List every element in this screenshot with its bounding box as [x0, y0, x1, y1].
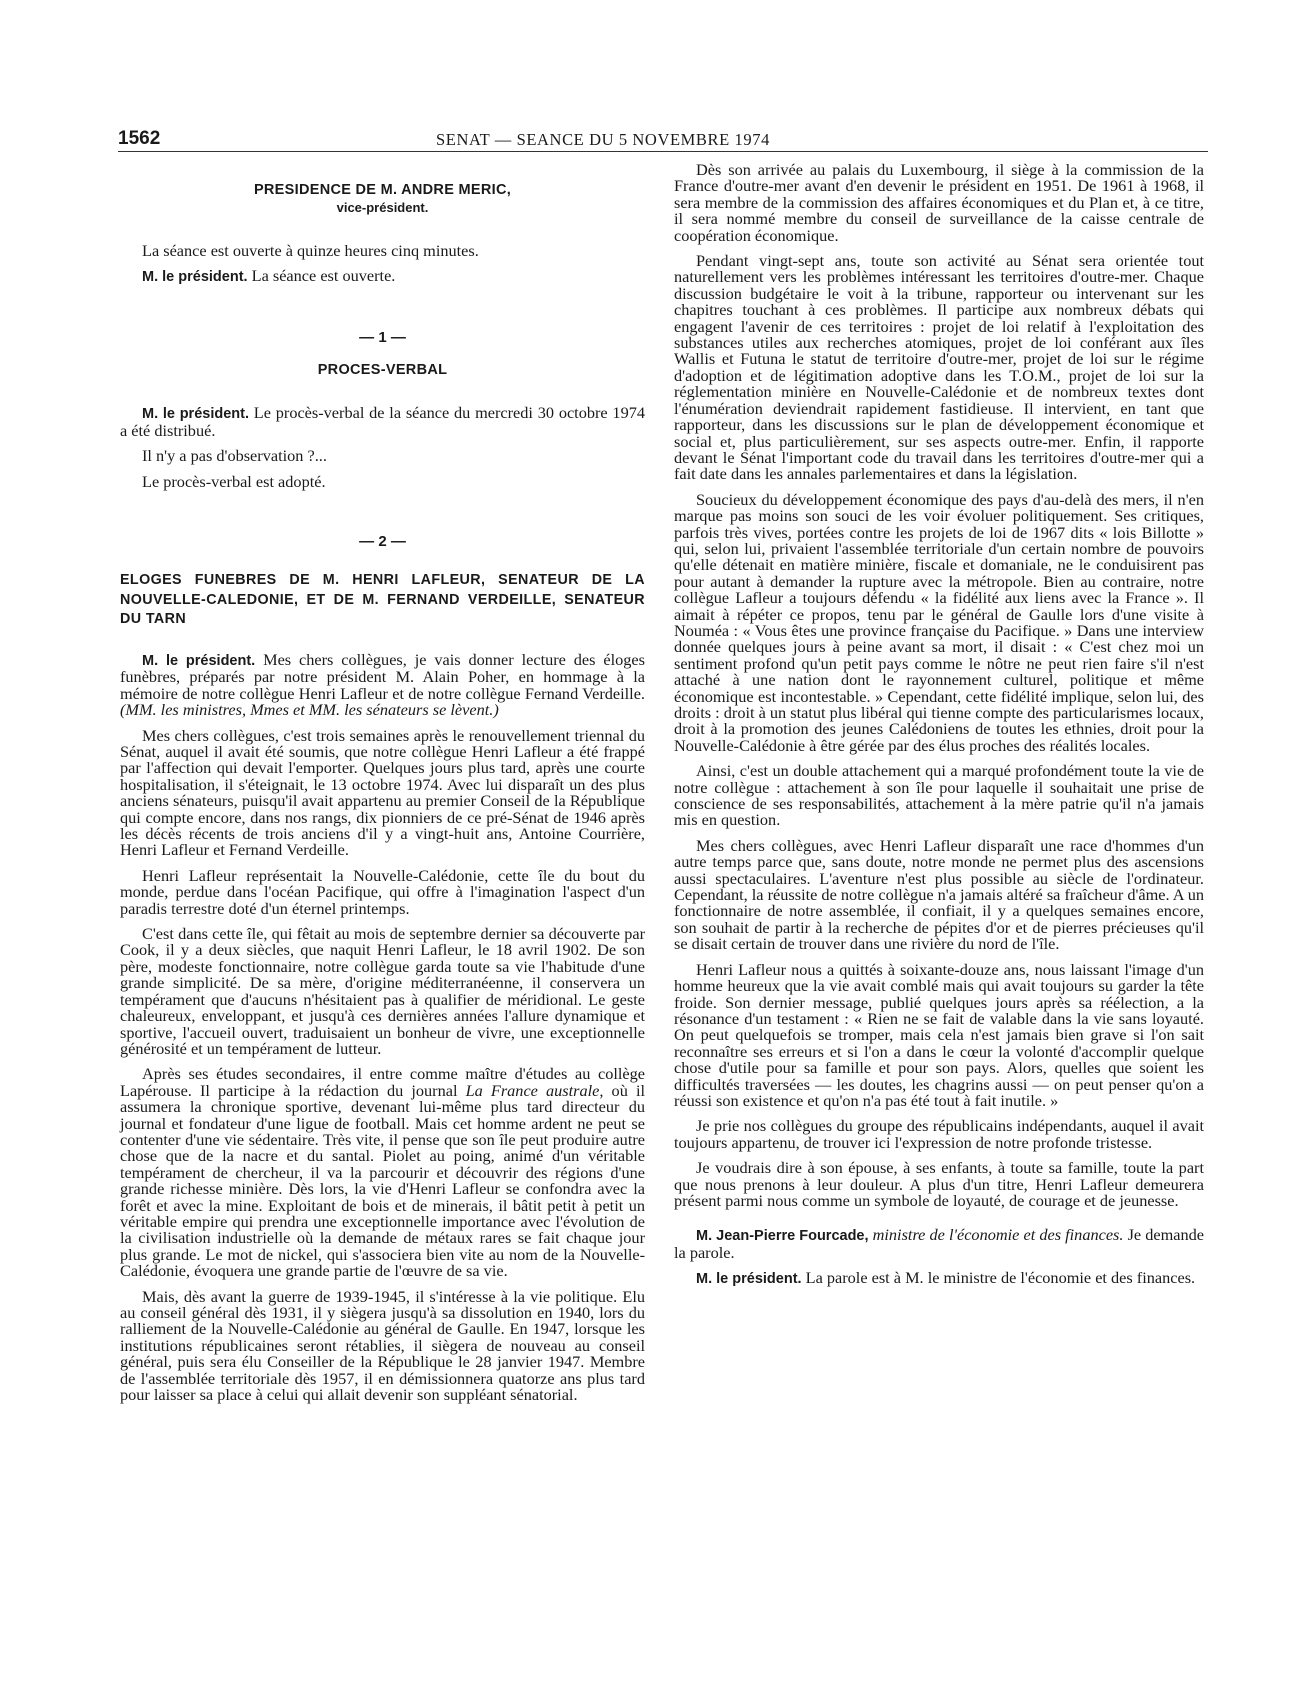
section-number-1: — 1 — [359, 328, 406, 346]
paragraph-l5: Mais, dès avant la guerre de 1939-1945, il s'intéresse à la vie politique. Elu au conseil général dès 1931, il y siègera jusqu'à sa dissolution en 1940, lors du ralliement de la Nouvelle-Calédonie au général de Gaulle. En 1947, lorsque les institutions républicaines seront rétablies, il siègera de nouveau au conseil général, puis sera élu Conseiller de la République le 28 janvier 1947. Membre de l'assemblée territoriale dès 1957, il en démissionnera quatorze ans plus tard pour laisser sa place à celui qui allait devenir son suppléant sénatorial. [120, 1286, 645, 1405]
speaker: M. le président. [142, 269, 248, 286]
page-number: 1562 [118, 128, 161, 149]
left-column [120, 162, 645, 1412]
paragraph-president-ouverte [120, 268, 645, 285]
running-title: SENAT — SEANCE DU 5 NOVEMBRE 1974 [436, 130, 770, 149]
paragraph-pv [120, 405, 645, 439]
section-number-2: — 2 — [359, 533, 406, 551]
paragraph-l1: Mes chers collègues, c'est trois semaines après le renouvellement triennal du Sénat, auquel il avait été soumis, que notre collègue Henri Lafleur a été frappé par l'affection qui devait l'emporter. Quelques jours plus tard, après une courte hospitalisation, il s'éteignait, le 13 octobre 1974. Avec lui disparaît un des plus anciens sénateurs, puisqu'il avait appartenu au premier Conseil de la République qui compte encore, dans nos rangs, dix pionniers de ce pré-Sénat de 1946 après les décès récents de trois anciens d'il y a vingt-huit ans, Antoine Courrière, Henri Lafleur et Fernand Verdeille. [120, 725, 645, 860]
paragraph-l4 [120, 1066, 645, 1279]
speaker: M. le président. [142, 406, 249, 423]
paragraph-r3: Soucieux du développement économique des pays d'au-delà des mers, il n'en marque pas moins son souci de les voir évoluer politiquement. Ses critiques, parfois très vives, portées contre les projets de loi de 1967 dits « lois Billotte » qui, selon lui, privaient l'assemblée territoriale d'un certain nombre de pouvoirs qu'elle détenait en matière minière, fiscale et domaniale, ne le conduisirent pas pour autant à demander la rupture avec la métropole. Bien au contraire, notre collègue Lafleur a toujours défendu « la fidélité aux liens avec la France ». Il aimait à répéter ce propos, tenu par le général de Gaulle lors d'une visite à Nouméa : « Vous êtes une province française du Pacifique. » Dans une interview donnée quelques jours à peine avant sa mort, il disait : « C'est chez moi un sentiment profond qu'un petit pays comme le nôtre ne peut rien faire s'il n'est attaché à une nation dont le rayonnement culturel, politique et même économique est incontestable. » Cependant, cette fidélité implique, selon lui, des droits : droit à un statut plus libéral qui tienne compte des particularismes locaux, droit à la promotion des jeunes Calédoniens de toutes les ethnies, droit pour la Nouvelle-Calédonie à être gérée par des élus proches des réalités locales. [674, 489, 1204, 755]
paragraph-fourcade [674, 1227, 1204, 1261]
paragraph-adopte: Le procès-verbal est adopté. [142, 471, 326, 491]
speech-text: La séance est ouverte. [247, 266, 396, 286]
paragraph-ouverture: La séance est ouverte à quinze heures cinq minutes. [142, 240, 479, 260]
paragraph-r1: Dès son arrivée au palais du Luxembourg, il siège à la commission de la France d'outre-mer avant d'en devenir le président en 1951. De 1961 à 1968, il sera membre de la commission des affaires économiques et du Plan et, à ce titre, il sera nommé membre du conseil de surveillance de la caisse centrale de coopération économique. [674, 160, 1204, 245]
speech-text: Le procès-verbal de la séance du mercredi 30 octobre 1974 a été distribué. [120, 403, 645, 440]
text-run: où il assumera la chronique sportive, devenant lui-même plus tard directeur du journal et fondateur d'une ligue de football. Mais cet homme ardent ne peut se contenter d'une vie sédentaire. Très vite, il pense que son île peut produire autre chose que de la nacre et du santal. Piolet au poing, animé d'un véritable tempérament de chercheur, il va la parcourir et découvrir des régions d'une grande richesse minière. Dès lors, la vie d'Henri Lafleur se confondra avec la forêt et avec la mine. Exploitant de bois et de minerais, il bâtit petit à petit un véritable empire qui prendra une exceptionnelle importance avec l'évolution de la civilisation industrielle où la demande de métaux rares se fait chaque jour plus grande. Le mot de nickel, qui s'associera bien vite au nom de la Nouvelle-Calédonie, évoquera une grande partie de l'œuvre de sa vie. [120, 1080, 645, 1281]
presidence-title: PRESIDENCE DE M. ANDRE MERIC, [253, 182, 512, 198]
paragraph-l3: C'est dans cette île, qui fêtait au mois de septembre dernier sa découverte par Cook, il y a deux siècles, que naquit Henri Lafleur, le 18 avril 1902. De son père, modeste fonctionnaire, notre collègue garda toute sa vie l'habitude d'une grande simplicité. De sa mère, d'origine méditerranéenne, il conservera un tempérament que d'aucuns n'hésitaient pas à qualifier de méridional. Le geste chaleureux, enveloppant, et jusqu'à ces dernières années l'allure dynamique et sportive, l'accueil ouvert, traduisaient un bonheur de vivre, une exceptionnelle générosité et un tempérament de lutteur. [120, 924, 645, 1058]
speech-text: Je demande la parole. [674, 1225, 1205, 1262]
paragraph-r6: Henri Lafleur nous a quittés à soixante-douze ans, nous laissant l'image d'un homme heureux que la vie avait comblé mais qui avait toujours su garder la tête froide. Son dernier message, publié quelques jours après sa réélection, a la résonance d'un testament : « Rien ne se fait de valable dans la vie sans loyauté. On peut quelquefois se tromper, mais cela n'est jamais bien grave si l'on sait reconnaître ses erreurs et si l'on a dans le cœur la volonté d'accomplir quelque chose d'utile pour sa famille et pour son pays. Alors, quelles que soient les difficultés traversées — les doutes, les chagrins aussi — on peut penser qu'on a réussi son existence et qu'on n'a pas été tout à fait inutile. » [674, 959, 1204, 1110]
stage-direction: (MM. les ministres, Mmes et MM. les sénateurs se lèvent.) [120, 700, 499, 720]
speaker: M. le président. [696, 1271, 802, 1288]
text-run: Après ses études secondaires, il entre comme maître d'études au collège Lapérouse. Il participe à la rédaction du journal [120, 1064, 645, 1100]
paragraph-r7: Je prie nos collègues du groupe des républicains indépendants, auquel il avait toujours appartenu, de trouver ici l'expression de notre profonde tristesse. [674, 1116, 1204, 1152]
journal-title: La France australe, [465, 1080, 604, 1100]
paragraph-eloges-intro [120, 649, 645, 720]
header-rule [118, 151, 1208, 152]
speaker-title: ministre de l'économie et des finances. [868, 1225, 1124, 1245]
speaker: M. le président. [142, 652, 256, 669]
section-title-eloges: ELOGES FUNEBRES DE M. HENRI LAFLEUR, SENATEUR DE LA NOUVELLE-CALEDONIE, ET DE M. FERNAND VERDEILLE, SENATEUR DU TARN [120, 572, 645, 628]
presidence-subtitle: vice-président. [336, 200, 429, 216]
paragraph-r2: Pendant vingt-sept ans, toute son activité au Sénat sera orientée tout naturellement vers les problèmes intéressant les territoires d'outre-mer. Chaque discussion budgétaire le voit à la tribune, rapporteur ou intervenant sur les chapitres touchant à ces problèmes. Il participe aux nombreux débats qui engagent l'avenir de ces territoires : projet de loi relatif à l'exploitation des substances utiles aux recherches atomiques, projet de loi conférant aux îles Wallis et Futuna le statut de territoire d'outre-mer, projet de loi sur le régime d'adoption et de légitimation adoptive dans les T.O.M., projet de loi sur la réglementation minière en Nouvelle-Calédonie et de nombreux textes dont l'énumération deviendrait rapidement fastidieuse. Il intervient, en tant que rapporteur, dans les discussions sur le plan de développement économique et social et, plus particulièrement, sur ses aspects outre-mer. Enfin, il rapporte devant le Sénat l'important code du travail dans les territoires d'outre-mer qui a fait date dans les annales parlementaires et dans la législation. [674, 251, 1204, 484]
page-header [118, 128, 1208, 152]
paragraph-l2: Henri Lafleur représentait la Nouvelle-Calédonie, cette île du bout du monde, perdue dans l'océan Pacifique, qui offre à l'imagination l'aspect d'un paradis terrestre doté d'un éternel printemps. [120, 865, 645, 918]
speech-text: Mes chers collègues, je vais donner lecture des éloges funèbres, préparés par notre président M. Alain Poher, en hommage à la mémoire de notre collègue Henri Lafleur et de notre collègue Fernand Verdeille. [120, 649, 645, 703]
paragraph-observation: Il n'y a pas d'observation ?... [142, 446, 327, 466]
paragraph-r4: Ainsi, c'est un double attachement qui a marqué profondément toute la vie de notre collègue : attachement à son île pour laquelle il souhaitait une prise de conscience de ses responsabilités, attachement à la mère patrie qu'il n'a jamais mis en question. [674, 761, 1204, 830]
paragraph-r5: Mes chers collègues, avec Henri Lafleur disparaît une race d'hommes d'un autre temps parce que, sans doute, notre monde ne permet plus des ascensions aussi spectaculaires. L'aventure n'est plus possible au siècle de l'ordinateur. Cependant, la réussite de notre collègue n'a jamais altéré sa fraîcheur d'âme. A un fonctionnaire de notre assemblée, il confiait, il y a quelques semaines encore, son souhait de partir à la recherche de pépites d'or et de pierres précieuses qu'il se disait certain de trouver dans une rivière du nord de l'île. [674, 835, 1204, 954]
speech-text: La parole est à M. le ministre de l'économie et des finances. [801, 1268, 1196, 1288]
paragraph-president-parole [674, 1270, 1204, 1287]
speaker: M. Jean-Pierre Fourcade, [696, 1228, 869, 1245]
right-column [674, 162, 1204, 1297]
section-title-proces-verbal: PROCES-VERBAL [317, 362, 448, 379]
paragraph-r8: Je voudrais dire à son épouse, à ses enfants, à toute sa famille, toute la part que nous prenons à leur douleur. A plus d'un titre, Henri Lafleur demeurera présent parmi nous comme un symbole de loyauté, de courage et de jeunesse. [674, 1158, 1204, 1210]
